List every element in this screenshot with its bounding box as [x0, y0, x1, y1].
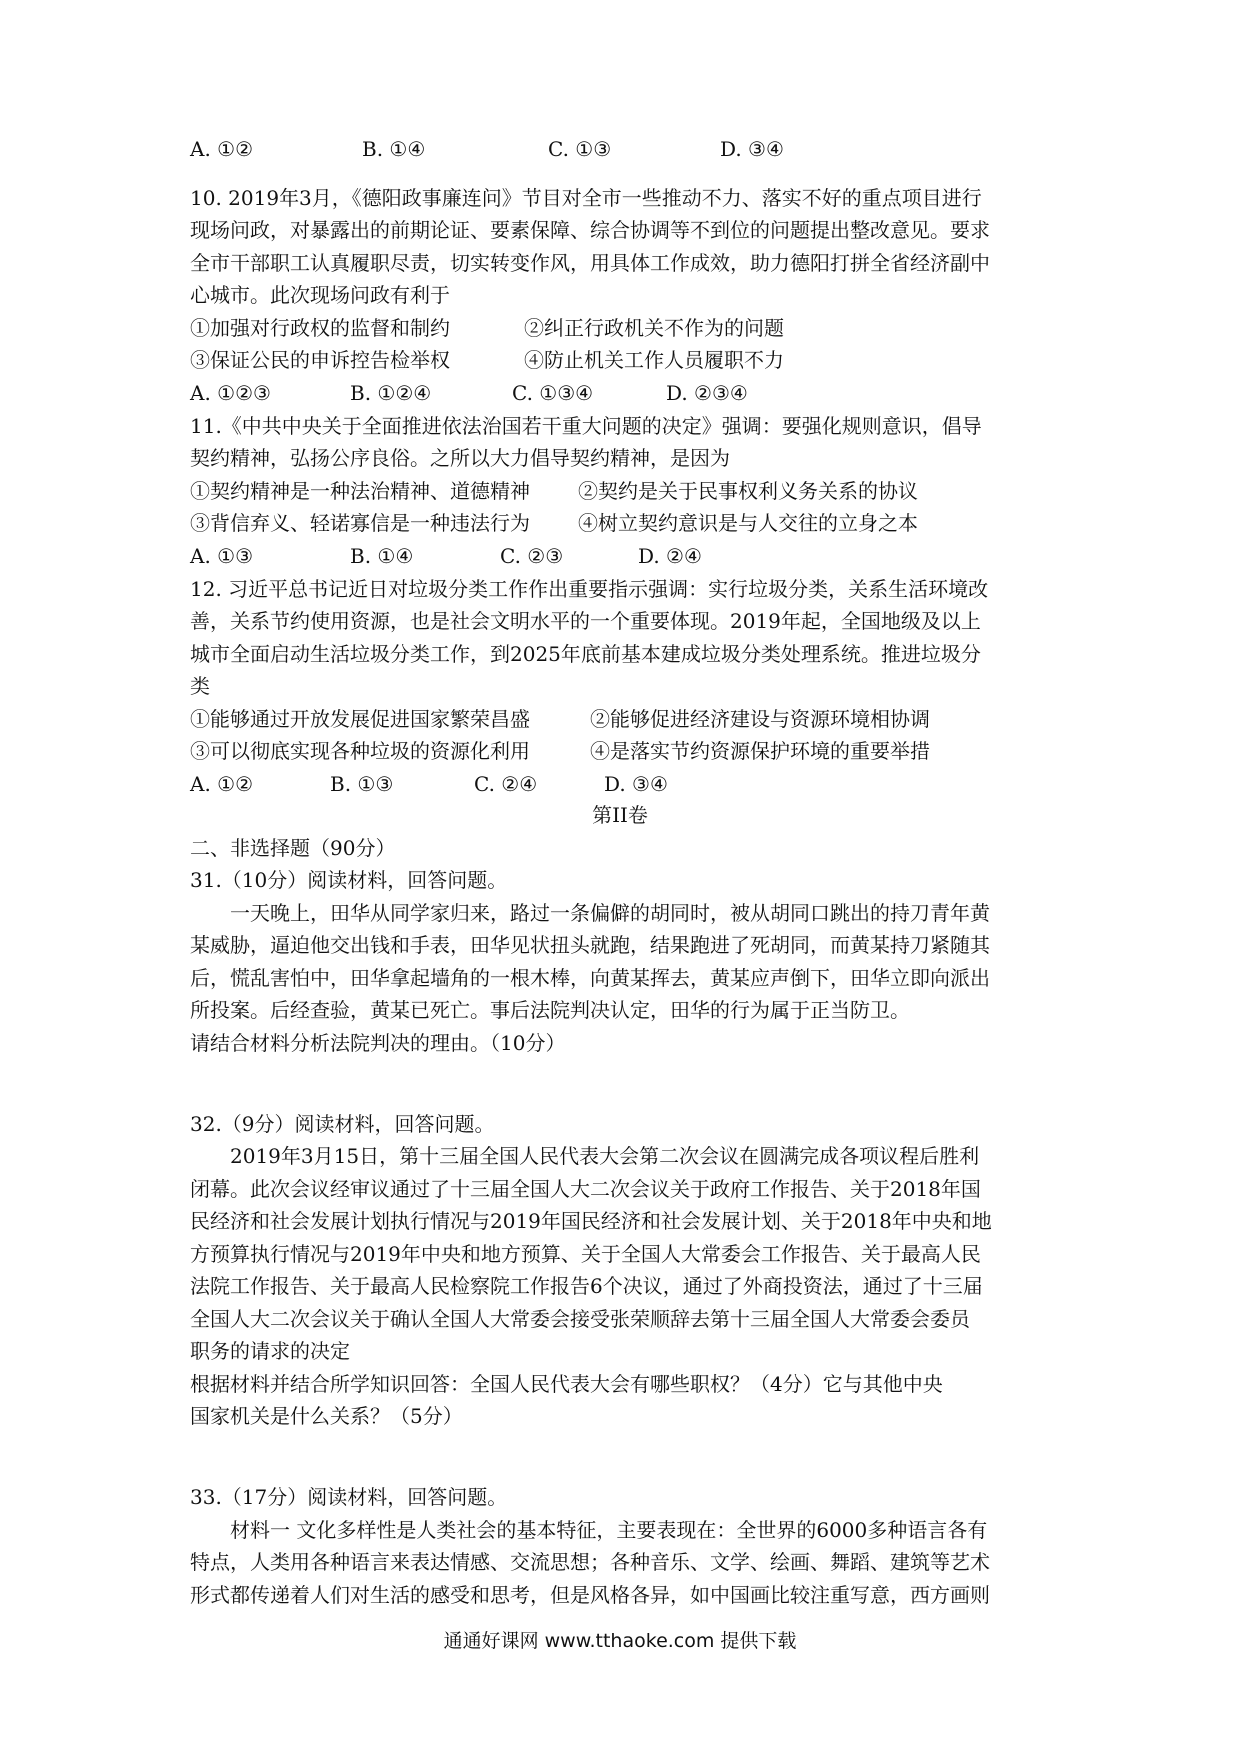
q11-option-a: A. ①③ [190, 544, 254, 568]
q9-option-c: C. ①③ [548, 137, 612, 161]
q31-question: 请结合材料分析法院判决的理由。（10分） [190, 1031, 566, 1055]
part-title: 第II卷 [592, 803, 648, 827]
download-footer: 通通好课网 www.tthaoke.com 提供下载 [443, 1630, 797, 1652]
q12-item-2: ②能够促进经济建设与资源环境相协调 [590, 707, 930, 731]
q12-option-b: B. ①③ [330, 772, 394, 796]
q10-item-1: ①加强对行政权的监督和制约 [190, 316, 450, 340]
q11-option-c: C. ②③ [500, 544, 564, 568]
q11-option-d: D. ②④ [638, 544, 702, 568]
q32-material-line: 闭幕。此次会议经审议通过了十三届全国人大二次会议关于政府工作报告、关于2018年国 [190, 1177, 981, 1201]
section-heading: 二、非选择题（90分） [190, 836, 396, 860]
q12-option-d: D. ③④ [604, 772, 668, 796]
q11-stem-line: 11.《中共中央关于全面推进依法治国若干重大问题的决定》强调：要强化规则意识，倡导 [190, 414, 982, 438]
q10-option-a: A. ①②③ [190, 381, 271, 405]
q12-option-a: A. ①② [190, 772, 254, 796]
q12-option-c: C. ②④ [474, 772, 538, 796]
q12-stem-line: 12. 习近平总书记近日对垃圾分类工作作出重要指示强调：实行垃圾分类，关系生活环境改 [190, 577, 989, 601]
q32-material-line: 民经济和社会发展计划执行情况与2019年国民经济和社会发展计划、关于2018年中央和地 [190, 1209, 992, 1233]
q33-heading: 33.（17分）阅读材料，回答问题。 [190, 1485, 508, 1509]
q10-stem-line: 10. 2019年3月，《德阳政事廉连问》节目对全市一些推动不力、落实不好的重点项目进行 [190, 186, 982, 210]
q10-item-2: ②纠正行政机关不作为的问题 [524, 316, 784, 340]
q12-stem-line: 类 [190, 674, 210, 698]
q32-material-line: 2019年3月15日，第十三届全国人民代表大会第二次会议在圆满完成各项议程后胜利 [230, 1144, 980, 1168]
q11-item-1: ①契约精神是一种法治精神、道德精神 [190, 479, 530, 503]
q11-item-3: ③背信弃义、轻诺寡信是一种违法行为 [190, 511, 530, 535]
q33-material-line: 材料一 文化多样性是人类社会的基本特征，主要表现在：全世界的6000多种语言各有 [230, 1518, 988, 1542]
q31-material-line: 后，慌乱害怕中，田华拿起墙角的一根木棒，向黄某挥去，黄某应声倒下，田华立即向派出 [190, 966, 990, 990]
q9-option-a: A. ①② [190, 137, 254, 161]
q12-stem-line: 善，关系节约使用资源，也是社会文明水平的一个重要体现。2019年起，全国地级及以上 [190, 609, 981, 633]
q12-stem-line: 城市全面启动生活垃圾分类工作，到2025年底前基本建成垃圾分类处理系统。推进垃圾分 [190, 642, 981, 666]
q9-option-d: D. ③④ [720, 137, 784, 161]
q32-material-line: 方预算执行情况与2019年中央和地方预算、关于全国人大常委会工作报告、关于最高人民 [190, 1242, 981, 1266]
q10-stem-line: 现场问政，对暴露出的前期论证、要素保障、综合协调等不到位的问题提出整改意见。要求 [190, 218, 990, 242]
q10-item-3: ③保证公民的申诉控告检举权 [190, 348, 450, 372]
q10-option-d: D. ②③④ [666, 381, 748, 405]
q32-material-line: 职务的请求的决定 [190, 1339, 350, 1363]
q10-option-c: C. ①③④ [512, 381, 594, 405]
q31-material-line: 某威胁，逼迫他交出钱和手表，田华见状扭头就跑，结果跑进了死胡同，而黄某持刀紧随其 [190, 933, 990, 957]
q11-option-b: B. ①④ [350, 544, 414, 568]
q10-stem-line: 心城市。此次现场问政有利于 [190, 283, 450, 307]
q33-material-line: 特点，人类用各种语言来表达情感、交流思想；各种音乐、文学、绘画、舞蹈、建筑等艺术 [190, 1550, 990, 1574]
q10-item-4: ④防止机关工作人员履职不力 [524, 348, 784, 372]
q10-stem-line: 全市干部职工认真履职尽责，切实转变作风，用具体工作成效，助力德阳打拼全省经济副中 [190, 251, 990, 275]
q33-material-line: 形式都传递着人们对生活的感受和思考，但是风格各异，如中国画比较注重写意，西方画则 [190, 1583, 990, 1607]
q32-question-line: 国家机关是什么关系？（5分） [190, 1404, 463, 1428]
q32-material-line: 法院工作报告、关于最高人民检察院工作报告6个决议，通过了外商投资法，通过了十三届 [190, 1274, 983, 1298]
q12-item-1: ①能够通过开放发展促进国家繁荣昌盛 [190, 707, 530, 731]
q32-heading: 32.（9分）阅读材料，回答问题。 [190, 1112, 495, 1136]
q12-item-3: ③可以彻底实现各种垃圾的资源化利用 [190, 739, 530, 763]
q11-item-4: ④树立契约意识是与人交往的立身之本 [578, 511, 918, 535]
q31-heading: 31.（10分）阅读材料，回答问题。 [190, 868, 508, 892]
q11-item-2: ②契约是关于民事权利义务关系的协议 [578, 479, 918, 503]
q12-item-4: ④是落实节约资源保护环境的重要举措 [590, 739, 930, 763]
q10-option-b: B. ①②④ [350, 381, 432, 405]
q31-material-line: 一天晚上，田华从同学家归来，路过一条偏僻的胡同时，被从胡同口跳出的持刀青年黄 [230, 901, 990, 925]
q11-stem-line: 契约精神，弘扬公序良俗。之所以大力倡导契约精神，是因为 [190, 446, 730, 470]
q32-material-line: 全国人大二次会议关于确认全国人大常委会接受张荣顺辞去第十三届全国人大常委会委员 [190, 1307, 970, 1331]
q32-question-line: 根据材料并结合所学知识回答：全国人民代表大会有哪些职权？（4分）它与其他中央 [190, 1372, 943, 1396]
q31-material-line: 所投案。后经查验，黄某已死亡。事后法院判决认定，田华的行为属于正当防卫。 [190, 998, 910, 1022]
q9-option-b: B. ①④ [362, 137, 426, 161]
